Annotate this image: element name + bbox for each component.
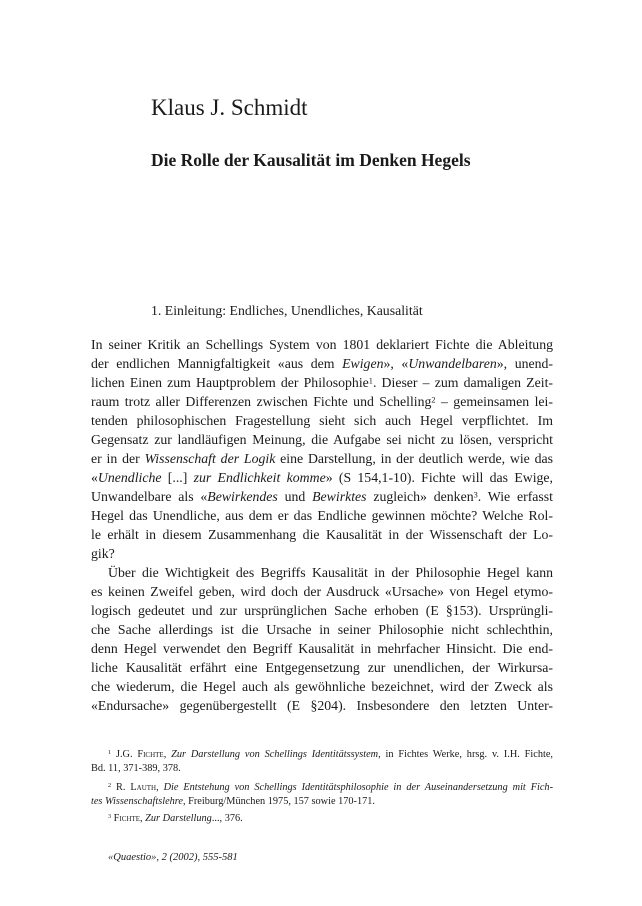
section-heading: 1. Einleitung: Endliches, Unendliches, Kausalität (151, 303, 423, 318)
text-line: liche Kausalität erfährt eine Entgegensetzung zur unendlichen, der Wirkursa- (91, 660, 553, 675)
journal-citation: «Quaestio», 2 (2002), 555-581 (108, 852, 238, 863)
text-line: Unwandelbare als «Bewirkendes und Bewirktes zugleich» denken$^3$. Wie erfasst (91, 489, 553, 504)
text-line: es keinen Zweifel geben, wird doch der Ausdruck «Ursache» von Hegel etymo- (91, 584, 553, 599)
text-line: In seiner Kritik an Schellings System von 1801 deklariert Fichte die Ableitung (91, 337, 553, 352)
text-line: che Sache allerdings ist die Ursache in seiner Philosophie nicht schlechthin, (91, 622, 553, 637)
footnote-3: $^3$ Fichte, Zur Darstellung..., 376. (108, 813, 243, 824)
text-line: der endlichen Mannigfaltigkeit «aus dem Ewigen», «Unwandelbaren», unend- (91, 356, 554, 371)
text-line: Über die Wichtigkeit des Begriffs Kausalität in der Philosophie Hegel kann (108, 565, 553, 580)
footnote-ref: 2 (431, 395, 436, 405)
footnote-1-cont: Bd. 11, 371-389, 378. (91, 763, 181, 774)
text-line: «Unendliche [...] zur Endlichkeit komme» (S 154,1-10). Fichte will das Ewige, (91, 470, 554, 485)
text-line: raum trotz aller Differenzen zwischen Fichte und Schelling$^2$ – gemeinsamen lei- (91, 394, 553, 409)
footnote-2-cont: tes Wissenschaftslehre, Freiburg/München 1975, 157 sowie 170-171. (91, 796, 376, 807)
footnote-2: $^2$ R. Lauth, Die Entstehung von Schellings Identitätsphilosophie in der Auseinandersetzung mit Fich- (108, 782, 554, 793)
article-title: Die Rolle der Kausalität im Denken Hegels (151, 150, 471, 170)
text-line: lichen Einen zum Hauptproblem der Philosophie$^1$. Dieser – zum damaligen Zeit- (91, 375, 553, 390)
text-line: gik? (91, 546, 115, 561)
text-line: che wiederum, die Hegel auch als gewöhnliche bezeichnet, wird der Zweck als (91, 679, 553, 694)
text-line: le erhält in diesem Zusammenhang die Kausalität in der Wissenschaft der Lo- (91, 527, 553, 542)
text-line: Gegensatz zur landläufigen Meinung, die Aufgabe sei nicht zu lösen, verspricht (91, 432, 553, 447)
text-line: «Endursache» gegenübergestellt (E §204). Insbesondere den letzten Unter- (91, 698, 553, 713)
text-line: denn Hegel verwendet den Begriff Kausalität in mehrfacher Hinsicht. Die end- (91, 641, 553, 656)
footnote-ref: 3 (473, 490, 478, 500)
author-name: Klaus J. Schmidt (151, 95, 308, 120)
footnote-1: $^1$ J.G. Fichte, Zur Darstellung von Schellings Identitätssystem, in Fichtes Werke, hrsg. v. I.H. Fichte, (108, 749, 553, 760)
text-line: er in der Wissenschaft der Logik eine Darstellung, in der deutlich werde, wie das (91, 451, 554, 466)
text-line: tenden philosophischen Fragestellung sieht sich auch Hegel verpflichtet. Im (91, 413, 553, 428)
text-line: logisch gedeutet und zur ursprünglichen Sache erhoben (E §153). Ursprüngli- (91, 603, 553, 618)
footnote-ref: 1 (368, 376, 373, 386)
text-line: Hegel das Unendliche, aus dem er das Endliche gewinnen möchte? Welche Rol- (91, 508, 553, 523)
